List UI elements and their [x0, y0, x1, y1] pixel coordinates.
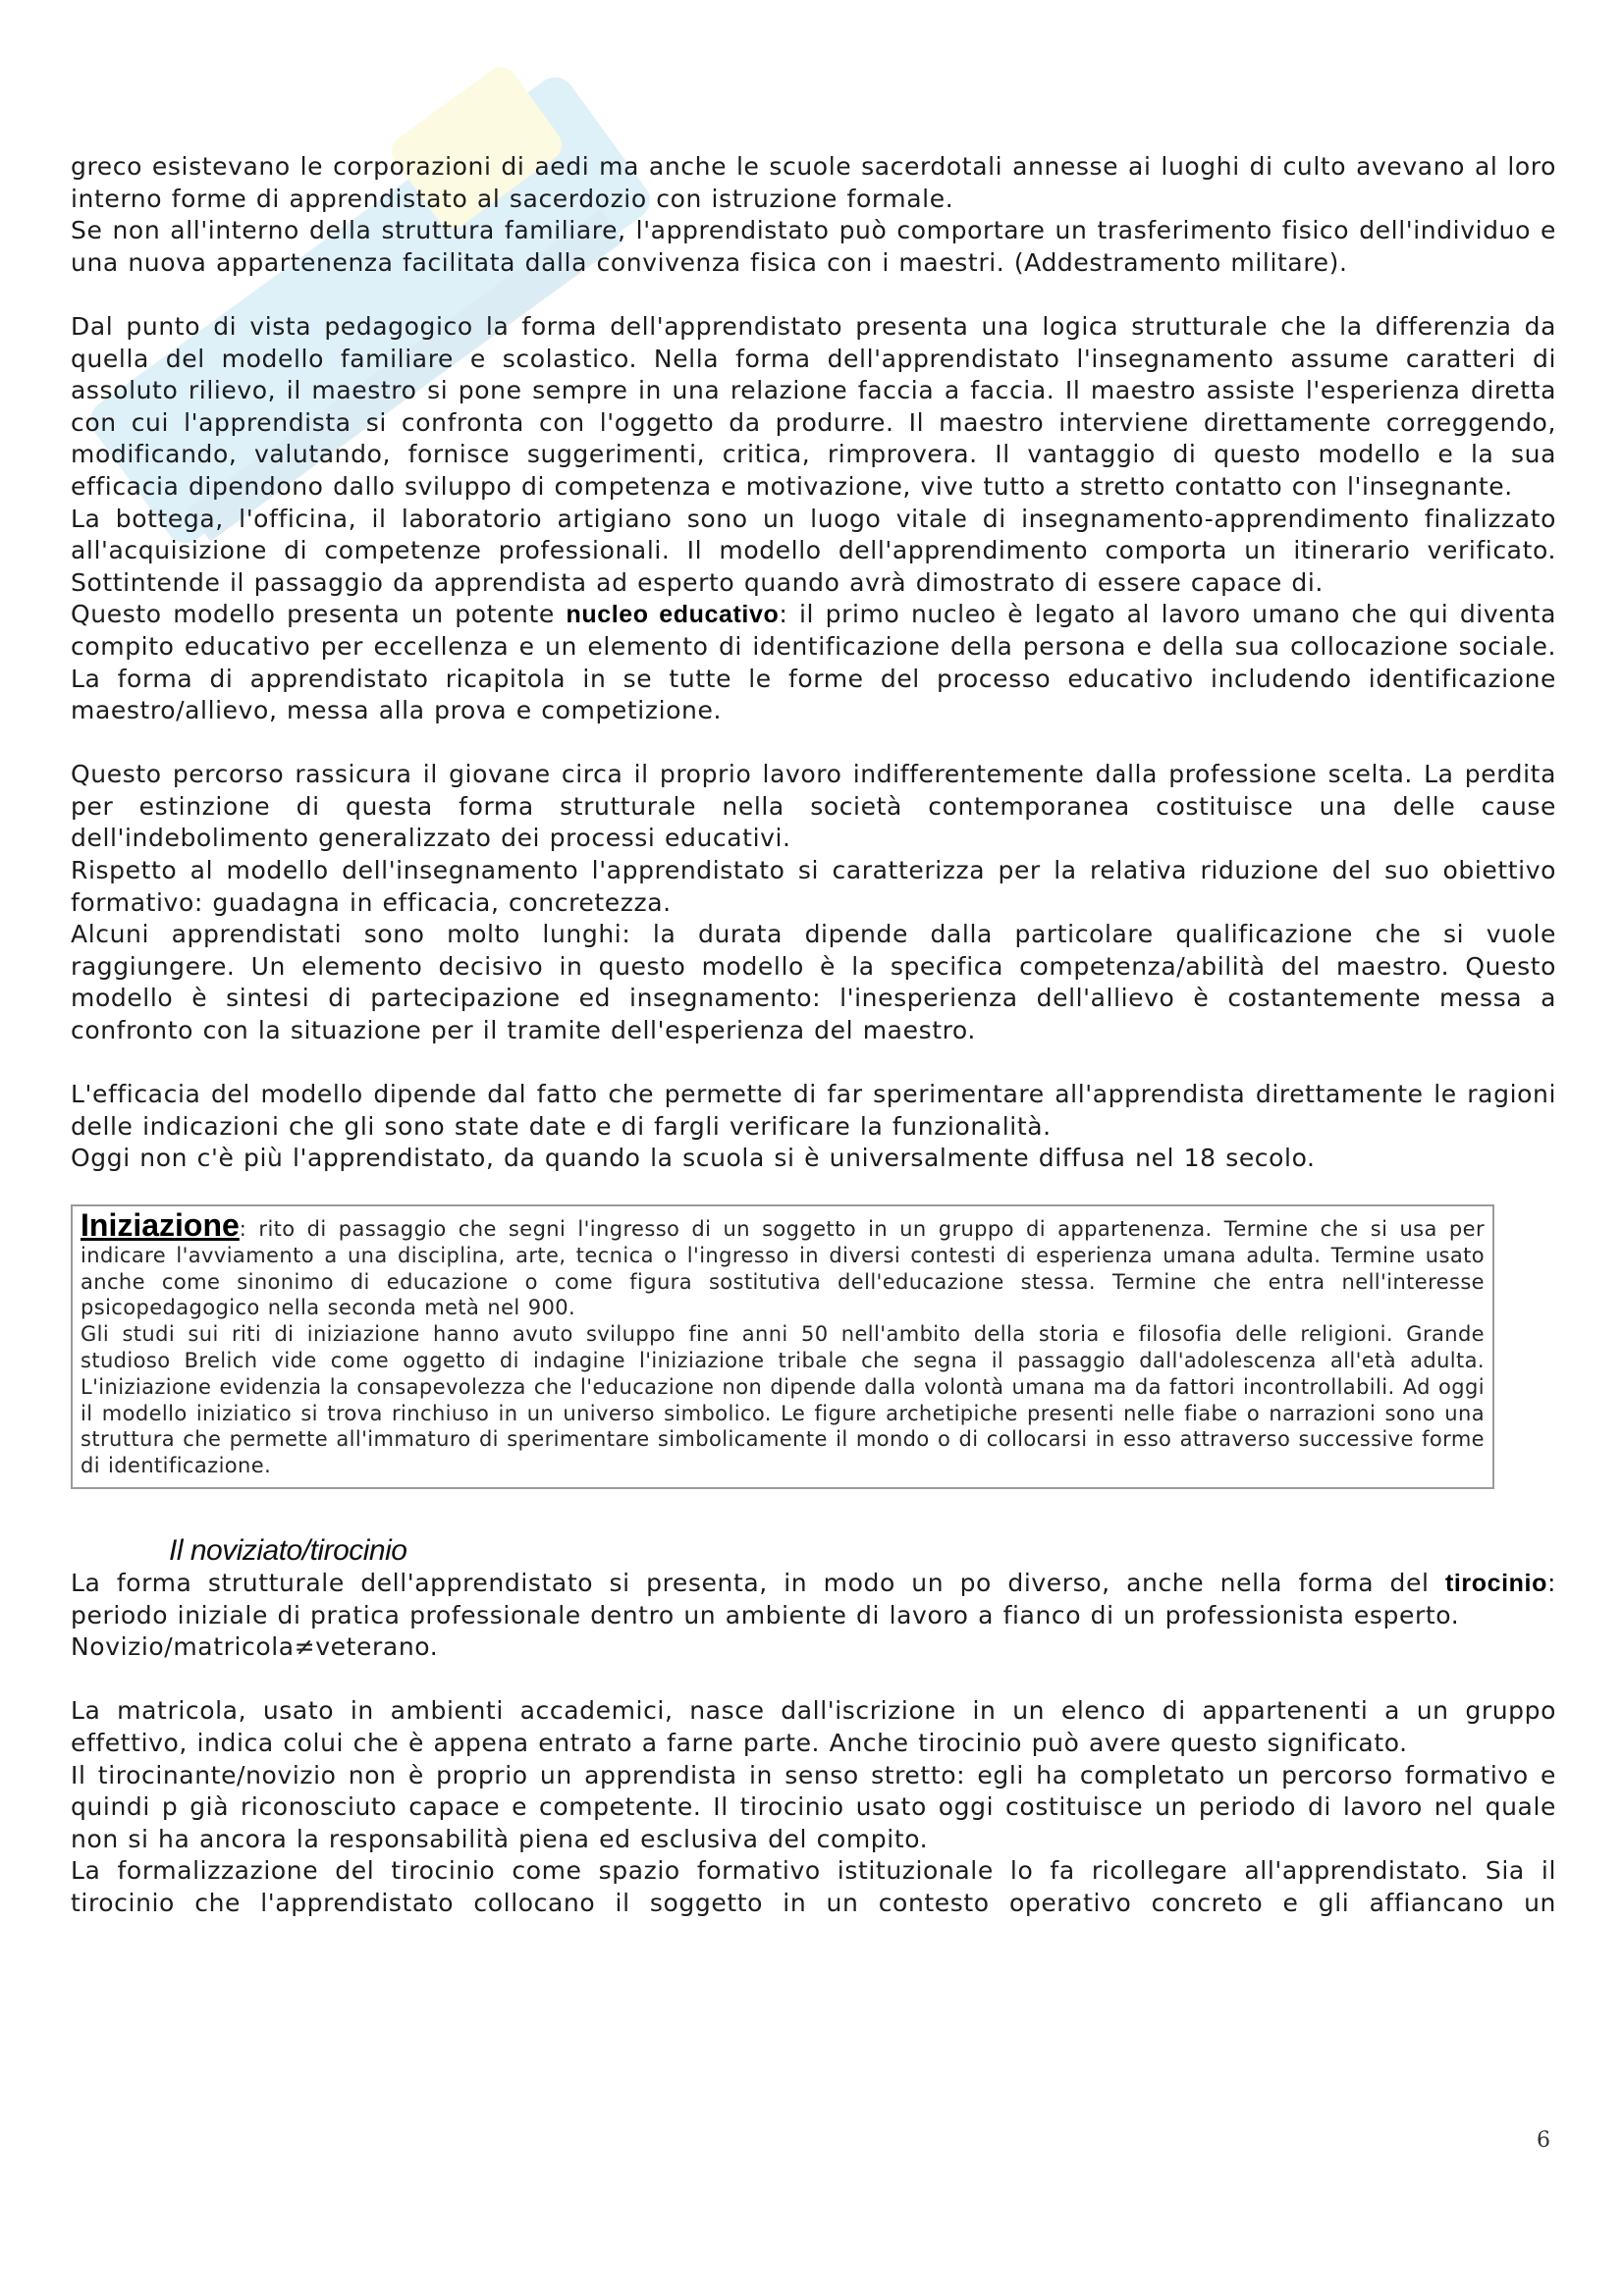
text: : periodo iniziale di pratica professionale dentro un ambiente di lavoro a fianco di un professionista esperto.: [71, 1568, 1556, 1629]
iniziazione-box: [71, 1204, 1494, 1489]
paragraph: Rispetto al modello dell'insegnamento l'apprendistato si caratterizza per la relativa riduzione del suo obiettivo formativo: guadagna in efficacia, concretezza.: [71, 856, 1556, 917]
paragraph: Novizio/matricola≠veterano.: [71, 1632, 439, 1662]
paragraph: greco esistevano le corporazioni di aedi ma anche le scuole sacerdotali annesse ai luoghi di culto avevano al loro interno forme di apprendistato al sacerdozio con istruzione formale.: [71, 152, 1556, 213]
paragraph: Se non all'interno della struttura familiare, l'apprendistato può comportare un trasferimento fisico dell'individuo e una nuova appartenenza facilitata dalla convivenza fisica con i maestri. (Addestramento militare).: [71, 216, 1556, 277]
page-number: 6: [1537, 2128, 1550, 2153]
paragraph: L'efficacia del modello dipende dal fatto che permette di far sperimentare all'apprendista direttamente le ragioni delle indicazioni che gli sono state date e di fargli verificare la funzionalità.: [71, 1080, 1556, 1141]
paragraph: Il tirocinante/novizio non è proprio un apprendista in senso stretto: egli ha completato un percorso formativo e quindi p già riconosciuto capace e competente. Il tirocinio usato oggi costituisce un periodo di lavoro nel quale non si ha ancora la responsabilità piena ed esclusiva del compito.: [71, 1760, 1556, 1853]
paragraph: La bottega, l'officina, il laboratorio artigiano sono un luogo vitale di insegnamento-apprendimento finalizzato all'acquisizione di competenze professionali. Il modello dell'apprendimento comporta un itinerario verificato. Sottintende il passaggio da apprendista ad esperto quando avrà dimostrato di essere capace di.: [71, 504, 1556, 597]
text: La forma strutturale dell'apprendistato si presenta, in modo un po diverso, anche nella forma del: [71, 1568, 1445, 1597]
paragraph: Dal punto di vista pedagogico la forma dell'apprendistato presenta una logica strutturale che la differenzia da quella del modello familiare e scolastico. Nella forma dell'apprendistato l'insegnamento assume caratteri di assoluto rilievo, il maestro si pone sempre in una relazione faccia a faccia. Il maestro assiste l'esperienza diretta con cui l'apprendista si confronta con l'oggetto da produrre. Il maestro interviene direttamente correggendo, modificando, valutando, fornisce suggerimenti, critica, rimprovera. Il vantaggio di questo modello e la sua efficacia dipendono dallo sviluppo di competenza e motivazione, vive tutto a stretto contatto con l'insegnante.: [71, 311, 1556, 501]
keyword-nucleo-educativo: nucleo educativo: [566, 601, 780, 629]
keyword-tirocinio: tirocinio: [1444, 1569, 1547, 1597]
box-studies: Gli studi sui riti di iniziazione hanno avuto sviluppo fine anni 50 nell'ambito della storia e filosofia delle religioni. Grande studioso Brelich vide come oggetto di indagine l'iniziazione tribale che segna il passaggio dall'adolescenza all'età adulta. L'iniziazione evidenzia la consapevolezza che l'educazione non dipende dalla volontà umana ma da fattori incontrollabili. Ad oggi il modello iniziatico si trova rinchiuso in un universo simbolico. Le figure archetipiche presenti nelle fiabe o narrazioni sono una struttura che permette all'immaturo di sperimentare simbolicamente il mondo o di collocarsi in esso attraverso successive forme di identificazione.: [81, 1322, 1485, 1478]
section-heading: Il noviziato/tirocinio: [169, 1533, 407, 1567]
box-definition: [81, 1207, 1485, 1321]
box-term: Iniziazione: [81, 1207, 240, 1243]
paragraph-tirocinio: [71, 1568, 1556, 1631]
paragraph: Alcuni apprendistati sono molto lunghi: la durata dipende dalla particolare qualificazione che si vuole raggiungere. Un elemento decisivo in questo modello è la specifica competenza/abilità del maestro. Questo modello è sintesi di partecipazione ed insegnamento: l'inesperienza dell'allievo è costantemente messa a confronto con la situazione per il tramite dell'esperienza del maestro.: [71, 920, 1556, 1045]
paragraph: Questo percorso rassicura il giovane circa il proprio lavoro indifferentemente dalla professione scelta. La perdita per estinzione di questa forma strutturale nella società contemporanea costituisce una delle cause dell'indebolimento generalizzato dei processi educativi.: [71, 760, 1556, 853]
text: : il primo nucleo è legato al lavoro umano che qui diventa compito educativo per eccellenza e un elemento di identificazione della persona e della sua collocazione sociale. La forma di apprendistato ricapitola in se tutte le forme del processo educativo includendo identificazione maestro/allievo, messa alla prova e competizione.: [71, 600, 1556, 725]
paragraph: La matricola, usato in ambienti accademici, nasce dall'iscrizione in un elenco di appartenenti a un gruppo effettivo, indica colui che è appena entrato a farne parte. Anche tirocinio può avere questo significato.: [71, 1696, 1556, 1757]
paragraph-nucleo: [71, 599, 1556, 726]
text: Questo modello presenta un potente: [71, 600, 567, 629]
document-page: [71, 151, 1556, 1920]
paragraph: La formalizzazione del tirocinio come spazio formativo istituzionale lo fa ricollegare all'apprendistato. Sia il tirocinio che l'apprendistato collocano il soggetto in un contesto operativo concreto e gli affiancano un: [71, 1856, 1556, 1917]
text: : rito di passaggio che segni l'ingresso di un soggetto in un gruppo di appartenenza. Termine che si usa per indicare l'avviamento a una disciplina, arte, tecnica o l'ingresso in diversi contesti di esperienza umana adulta. Termine usato anche come sinonimo di educazione o come figura sostitutiva dell'educazione stessa. Termine che entra nell'interesse psicopedagogico nella seconda metà nel 900.: [81, 1217, 1485, 1320]
paragraph: Oggi non c'è più l'apprendistato, da quando la scuola si è universalmente diffusa nel 18 secolo.: [71, 1144, 1316, 1173]
